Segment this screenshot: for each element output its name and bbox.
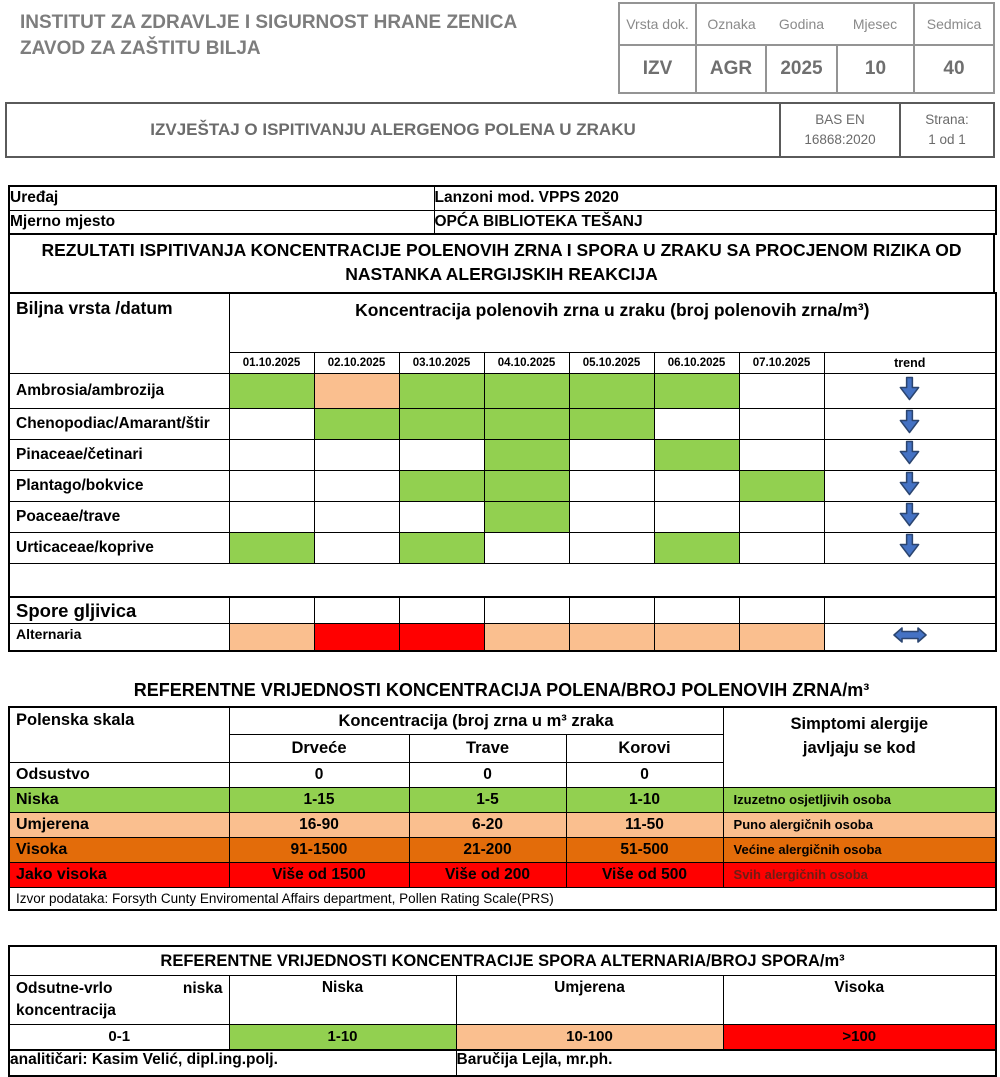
pollen-level-cell [314,501,399,532]
pollen-level-cell [569,623,654,651]
spores-reference-title: REFERENTNE VRIJEDNOSTI KONCENTRACIJE SPORA ALTERNARIA/BROJ SPORA/m³ [9,946,996,976]
spores-high-header: Visoka [723,976,996,1024]
device-label: Uređaj [9,186,434,210]
doc-month-header: Mjesec [837,3,914,45]
scale-column-header: Polenska skala [9,707,229,762]
ref2-values-row [9,1024,996,1050]
scale-value: 6-20 [409,812,566,837]
institute-name: INSTITUT ZA ZDRAVLJE I SIGURNOST HRANE ZENICA [20,12,518,33]
pollen-level-cell [229,439,314,470]
scale-value: 1-10 [566,787,723,812]
scale-label: Visoka [9,837,229,862]
pollen-level-cell [739,501,824,532]
symptoms-column-header [723,707,996,787]
document-header [0,0,1000,94]
device-row [9,186,996,210]
doc-week-header: Sedmica [914,3,994,45]
ref2-title-row [9,946,996,976]
page-indicator [899,104,993,156]
pollen-level-cell [484,470,569,501]
results-heading-box [8,233,995,294]
pollen-level-cell [484,501,569,532]
ref2-header-row [9,976,996,1024]
scale-row-veryhigh [9,862,996,887]
doc-mark-header: Oznaka [696,3,766,45]
spores-reference-table [8,945,997,1051]
standard-reference [779,104,899,156]
doc-type-header: Vrsta dok. [619,3,696,45]
trend-down-icon [898,376,921,401]
species-label: Poaceae/trave [9,501,229,532]
trend-down-icon [898,409,921,434]
pollen-row [9,373,996,408]
trend-cell [824,439,996,470]
trend-cell [824,470,996,501]
scale-label: Umjerena [9,812,229,837]
standard-line2: 16868:2020 [804,132,876,147]
spores-range-value: >100 [723,1024,996,1050]
spores-range-value: 1-10 [229,1024,456,1050]
scale-value: 11-50 [566,812,723,837]
doc-type-value: IZV [619,45,696,93]
scale-value: 0 [566,762,723,787]
pollen-level-cell [484,408,569,439]
trees-header: Drveće [229,734,409,762]
trend-cell [824,532,996,563]
spores-low-header: Niska [229,976,456,1024]
analysts-row [9,1050,996,1076]
species-label: Chenopodiac/Amarant/štir [9,408,229,439]
pollen-level-cell [229,623,314,651]
doc-mark-value: AGR [696,45,766,93]
pollen-level-cell [654,373,739,408]
symptom-text: Puno alergičnih osoba [723,812,996,837]
scale-value: Više od 500 [566,862,723,887]
pollen-level-cell [399,373,484,408]
pollen-reference-table [8,706,997,911]
scale-value: 51-500 [566,837,723,862]
analyst-right: Baručija Lejla, mr.ph. [456,1050,996,1076]
trend-stable-icon [893,626,927,644]
grid-header-row [9,293,996,352]
pollen-level-cell [654,501,739,532]
pollen-level-cell [399,501,484,532]
pollen-level-cell [399,532,484,563]
pollen-row [9,623,996,651]
doc-month-value: 10 [837,45,914,93]
scale-row-high [9,837,996,862]
pollen-level-cell [229,408,314,439]
empty-cell [569,597,654,623]
scale-row-low [9,787,996,812]
symptom-text: Svih alergičnih osoba [723,862,996,887]
pollen-level-cell [314,439,399,470]
scale-value: 0 [409,762,566,787]
pollen-level-cell [739,532,824,563]
site-row [9,210,996,234]
scale-value: 0 [229,762,409,787]
pollen-level-cell [399,623,484,651]
species-label: Urticaceae/koprive [9,532,229,563]
device-value: Lanzoni mod. VPPS 2020 [434,186,996,210]
species-label: Plantago/bokvice [9,470,229,501]
pollen-level-cell [569,373,654,408]
pollen-level-cell [569,439,654,470]
trend-down-icon [898,440,921,465]
pollen-level-cell [739,439,824,470]
pollen-level-cell [229,501,314,532]
date-header: 01.10.2025 [229,352,314,373]
empty-cell [399,597,484,623]
pollen-level-cell [314,532,399,563]
scale-value: 21-200 [409,837,566,862]
pollen-level-cell [314,470,399,501]
report-title-band [5,102,995,158]
page-value: 1 od 1 [928,132,966,147]
doc-info-value-row [619,45,994,93]
pollen-level-cell [654,470,739,501]
pollen-level-cell [569,501,654,532]
pollen-row [9,470,996,501]
symptom-text: Većine alergičnih osoba [723,837,996,862]
pollen-level-cell [399,408,484,439]
pollen-level-cell [314,373,399,408]
doc-info-header-row [619,3,994,45]
pollen-level-cell [739,373,824,408]
pollen-level-cell [654,623,739,651]
empty-cell [314,597,399,623]
trend-down-icon [898,502,921,527]
site-value: OPĆA BIBLIOTEKA TEŠANJ [434,210,996,234]
pollen-level-cell [739,408,824,439]
date-header: 05.10.2025 [569,352,654,373]
scale-value: Više od 1500 [229,862,409,887]
scale-row-moderate [9,812,996,837]
doc-info-table [618,2,995,94]
trend-down-icon [898,471,921,496]
grasses-header: Trave [409,734,566,762]
pollen-level-cell [314,623,399,651]
pollen-row [9,408,996,439]
symptoms-header-line1: Simptomi alergije [790,715,929,734]
species-label: Ambrosia/ambrozija [9,373,229,408]
doc-week-value: 40 [914,45,994,93]
pollen-level-cell [314,408,399,439]
spores-absent-header: Odsutne-vrlo niska koncentracija [9,976,229,1024]
trend-column-header: trend [824,352,996,373]
trend-cell [824,597,996,623]
pollen-level-cell [569,408,654,439]
standard-line1: BAS EN [815,111,865,127]
pollen-level-cell [654,408,739,439]
scale-value: 1-15 [229,787,409,812]
pollen-level-cell [399,439,484,470]
report-title: IZVJEŠTAJ O ISPITIVANJU ALERGENOG POLENA U ZRAKU [150,120,636,139]
date-header: 04.10.2025 [484,352,569,373]
concentration-header: Koncentracija (broj zrna u m³ zraka [229,707,723,734]
symptoms-header-line2: javljaju se kod [802,739,916,758]
weeds-header: Korovi [566,734,723,762]
pollen-level-cell [569,532,654,563]
site-label: Mjerno mjesto [9,210,434,234]
empty-cell [654,597,739,623]
spore-heading-row [9,597,996,623]
scale-value: 91-1500 [229,837,409,862]
scale-label: Niska [9,787,229,812]
scale-value: Više od 200 [409,862,566,887]
pollen-level-cell [654,532,739,563]
pollen-level-cell [654,439,739,470]
species-column-header: Biljna vrsta /datum [9,293,229,373]
pollen-row [9,532,996,563]
pollen-row [9,439,996,470]
spores-moderate-header: Umjerena [456,976,723,1024]
page-label: Strana: [925,111,969,127]
source-row [9,887,996,910]
pollen-grid-rows [9,373,996,651]
spacer-row [9,563,996,597]
scale-label: Odsustvo [9,762,229,787]
pollen-level-cell [229,373,314,408]
scale-value: 1-5 [409,787,566,812]
spacer-cell [9,563,996,597]
pollen-level-cell [484,373,569,408]
pollen-level-cell [569,470,654,501]
pollen-level-cell [484,532,569,563]
empty-cell [739,597,824,623]
results-heading: REZULTATI ISPITIVANJA KONCENTRACIJE POLENOVIH ZRNA I SPORA U ZRAKU SA PROCJENOM RIZIKA OD NASTANKA ALERGIJSKIH REAKCIJA [41,240,962,284]
empty-cell [229,597,314,623]
trend-cell [824,501,996,532]
data-source-note: Izvor podataka: Forsyth Cunty Enviromental Affairs department, Pollen Rating Scale(PRS) [9,887,996,910]
date-header: 06.10.2025 [654,352,739,373]
doc-year-value: 2025 [766,45,837,93]
date-header: 07.10.2025 [739,352,824,373]
trend-cell [824,373,996,408]
trend-cell [824,408,996,439]
empty-cell [484,597,569,623]
institute-name-block [8,2,605,61]
pollen-level-cell [739,470,824,501]
spores-section-label: Spore gljivica [9,597,229,623]
species-label: Pinaceae/četinari [9,439,229,470]
symptom-text: Izuzetno osjetljivih osoba [723,787,996,812]
date-header: 02.10.2025 [314,352,399,373]
concentration-column-header: Koncentracija polenovih zrna u zraku (broj polenovih zrna/m³) [229,293,996,352]
scale-value: 16-90 [229,812,409,837]
spores-range-value: 0-1 [9,1024,229,1050]
pollen-level-cell [399,470,484,501]
species-label: Alternaria [9,623,229,651]
device-info-table [8,185,997,235]
pollen-level-cell [484,623,569,651]
pollen-level-cell [229,470,314,501]
pollen-level-cell [739,623,824,651]
trend-cell [824,623,996,651]
date-header: 03.10.2025 [399,352,484,373]
pollen-row [9,501,996,532]
doc-year-header: Godina [766,3,837,45]
spores-range-value: 10-100 [456,1024,723,1050]
scale-label: Jako visoka [9,862,229,887]
pollen-level-cell [484,439,569,470]
analyst-left: analitičari: Kasim Velić, dipl.ing.polj. [9,1050,456,1076]
pollen-reference-title: REFERENTNE VRIJEDNOSTI KONCENTRACIJA POLENA/BROJ POLENOVIH ZRNA/m³ [133,680,870,701]
ref1-header-row1 [9,707,996,734]
institute-department: ZAVOD ZA ZAŠTITU BILJA [20,37,261,59]
trend-down-icon [898,533,921,558]
pollen-grid-table [8,292,997,652]
pollen-level-cell [229,532,314,563]
